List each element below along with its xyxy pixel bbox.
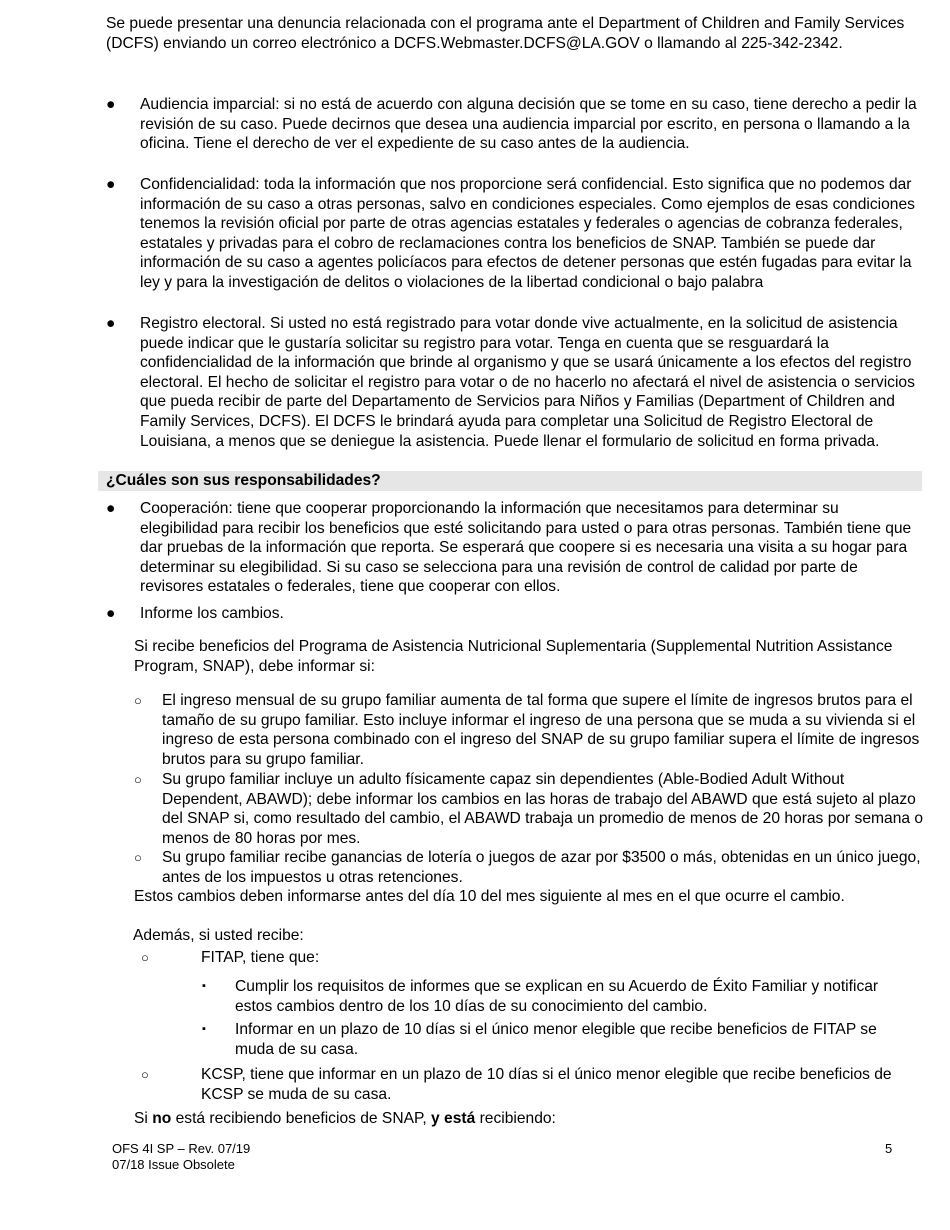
circle-bullet: ○	[134, 850, 142, 865]
snap-item-income	[134, 691, 924, 769]
kcsp-text: KCSP, tiene que informar en un plazo de 10 días si el único menor elegible que recibe beneficios de KCSP se muda de su casa.	[201, 1066, 892, 1103]
fitap-subitem-text: Cumplir los requisitos de informes que se explican en su Acuerdo de Éxito Familiar y notificar estos cambios dentro de los 10 días de su conocimiento del cambio.	[235, 978, 879, 1015]
fitap-item	[141, 948, 921, 968]
square-bullet: ▪	[202, 980, 206, 992]
fitap-label: FITAP, tiene que:	[201, 949, 320, 966]
footer-form-number: OFS 4I SP – Rev. 07/19	[112, 1141, 251, 1156]
bullet-text: Cooperación: tiene que cooperar proporcionando la información que necesitamos para determinar su elegibilidad para recibir los beneficios que esté solicitando para usted o para otras personas. También tiene que dar pruebas de la información que reporta. Se esperará que coopere si es necesaria una visita a su hogar para determinar su elegibilidad. Si su caso se selecciona para una revisión de control de calidad por parte de revisores estatales o federales, tiene que cooperar con ellos.	[140, 500, 912, 596]
line-part: está recibiendo beneficios de SNAP,	[171, 1110, 432, 1127]
bullet-dot: ●	[106, 315, 116, 332]
snap-intro: Si recibe beneficios del Programa de Asistencia Nutricional Suplementaria (Supplemental Nutrition Assistance Program, SNAP), debe informar si:	[134, 638, 893, 675]
snap-item-lottery	[134, 848, 924, 887]
bullet-text: Informe los cambios.	[140, 605, 284, 622]
bullet-text: Confidencialidad: toda la información que nos proporcione será confidencial. Esto significa que no podemos dar información de su caso a otras personas, salvo en condiciones especiales. Como ejemplos de esas condiciones tenemos la revisión oficial por parte de otras agencias estatales y federales o agencias de cobranza federales, estatales y privadas para el cobro de reclamaciones contra los beneficios de SNAP. También se puede dar información de su caso a agentes policíacos para efectos de detener personas que estén fugadas para evitar la ley y para la investigación de delitos o violaciones de la libertad condicional o bajo palabra	[140, 176, 915, 291]
bullet-cooperation	[106, 499, 921, 597]
circle-bullet: ○	[134, 772, 142, 787]
bullet-voter-registration	[106, 314, 921, 451]
bullet-report-changes	[106, 604, 921, 624]
circle-bullet: ○	[141, 1067, 149, 1082]
not-receiving-line	[134, 1109, 924, 1129]
bullet-dot: ●	[106, 500, 116, 517]
square-bullet: ▪	[202, 1023, 206, 1035]
snap-item-text: El ingreso mensual de su grupo familiar aumenta de tal forma que supere el límite de ingresos brutos para el tamaño de su grupo familiar. Esto incluye informar el ingreso de una persona que se muda a su vivienda si el ingreso de esta persona combinado con el ingreso del SNAP de su grupo familiar supera el límite de ingresos brutos para su grupo familiar.	[162, 692, 920, 768]
bullet-fair-hearing	[106, 95, 921, 154]
line-part: Si	[134, 1110, 153, 1127]
footer-obsolete-note: 07/18 Issue Obsolete	[112, 1157, 235, 1172]
kcsp-item	[141, 1065, 921, 1104]
deadline-text: Estos cambios deben informarse antes del día 10 del mes siguiente al mes en el que ocurre el cambio.	[134, 888, 845, 905]
line-bold-y-esta: y está	[431, 1110, 476, 1127]
line-part: recibiendo:	[475, 1110, 556, 1127]
bullet-confidentiality	[106, 175, 921, 293]
snap-item-text: Su grupo familiar recibe ganancias de lotería o juegos de azar por $3500 o más, obtenidas en un único juego, antes de los impuestos u otras retenciones.	[162, 849, 921, 886]
bullet-text: Audiencia imparcial: si no está de acuerdo con alguna decisión que se tome en su caso, tiene derecho a pedir la revisión de su caso. Puede decirnos que desea una audiencia imparcial por escrito, en persona o llamando a la oficina. Tiene el derecho de ver el expediente de su caso antes de la audiencia.	[140, 96, 917, 153]
fitap-subitem-child	[202, 1020, 912, 1059]
fitap-subitem-report	[202, 977, 912, 1016]
snap-item-abawd	[134, 770, 924, 848]
responsibilities-heading: ¿Cuáles son sus responsabilidades?	[98, 471, 922, 491]
bullet-text: Registro electoral. Si usted no está registrado para votar donde vive actualmente, en la solicitud de asistencia puede indicar que le gustaría solicitar su registro para votar. Tenga en cuenta que se resguardará la confidencialidad de la información que brinde al organismo y que se usará únicamente a los efectos del registro electoral. El hecho de solicitar el registro para votar o de no hacerlo no afectará el nivel de asistencia o servicios que pueda recibir de parte del Departamento de Servicios para Niños y Familias (Department of Children and Family Services, DCFS). El DCFS le brindará ayuda para completar una Solicitud de Registro Electoral de Louisiana, a menos que se deniegue la asistencia. Puede llenar el formulario de solicitud en forma privada.	[140, 315, 915, 450]
fitap-subitem-text: Informar en un plazo de 10 días si el único menor elegible que recibe beneficios de FITAP se muda de su casa.	[235, 1021, 877, 1058]
line-bold-no: no	[152, 1110, 172, 1127]
footer-form-info	[112, 1141, 250, 1173]
intro-paragraph: Se puede presentar una denuncia relacionada con el programa ante el Department of Children and Family Services (DCFS) enviando un correo electrónico a DCFS.Webmaster.DCFS@LA.GOV o llamando al 225-342-2342.	[106, 15, 905, 52]
also-intro: Además, si usted recibe:	[133, 927, 304, 944]
bullet-dot: ●	[106, 176, 116, 193]
circle-bullet: ○	[141, 950, 149, 965]
snap-item-text: Su grupo familiar incluye un adulto físicamente capaz sin dependientes (Able-Bodied Adult Without Dependent, ABAWD); debe informar los cambios en las horas de trabajo del ABAWD que está sujeto al plazo del SNAP si, como resultado del cambio, el ABAWD trabaja un promedio de menos de 20 horas por semana o menos de 80 horas por mes.	[162, 771, 924, 847]
circle-bullet: ○	[134, 693, 142, 708]
bullet-dot: ●	[106, 96, 116, 113]
page-number: 5	[885, 1141, 893, 1156]
bullet-dot: ●	[106, 605, 116, 622]
